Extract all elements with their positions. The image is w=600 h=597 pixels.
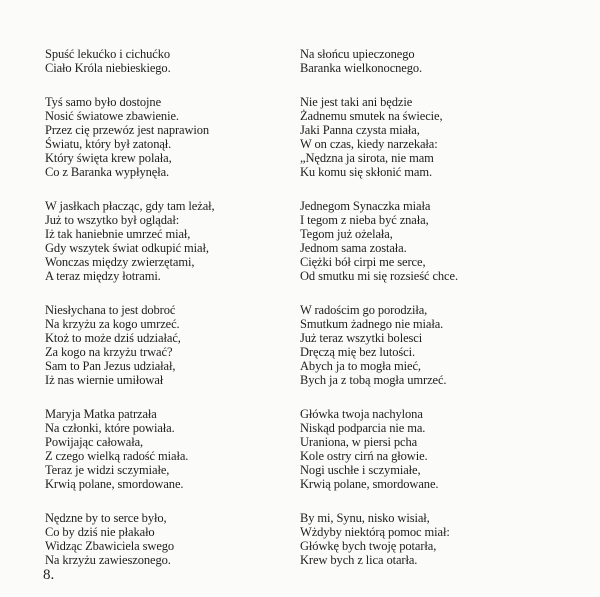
stanza (45, 512, 285, 568)
verse-line: Nosić światowe zbawienie. (45, 109, 179, 124)
verse-line: Główkę bych twoję potarła, (300, 538, 437, 553)
verse-line: Jednegom Synaczka miała (300, 199, 431, 214)
verse-line: Na krzyżu za kogo umrzeć. (45, 317, 180, 332)
verse-line: Krew bych z lica otarła. (300, 552, 418, 567)
stanza (300, 512, 540, 568)
verse-line: Krwią polane, smordowane. (300, 476, 439, 491)
verse-line: W on czas, kiedy narzekała: (300, 137, 438, 152)
verse-line: Powijając całowała, (45, 434, 144, 449)
verse-line: Iż nas wiernie umiłował (45, 372, 164, 387)
verse-line: Na członki, które powiała. (45, 421, 175, 436)
verse-line: Nogi uschłe i sczymiałe, (300, 462, 421, 477)
verse-line: Na krzyżu zawieszonego. (45, 552, 171, 567)
verse-line: Światu, który był zatonął. (45, 137, 172, 152)
verse-line: Który święta krew polała, (45, 150, 172, 165)
stanza (300, 200, 540, 283)
verse-line: Spuść lekućko i cichućko (45, 47, 170, 61)
verse-line: Jednom sama została. (300, 240, 407, 255)
stanza (300, 96, 540, 179)
stanza (45, 200, 285, 283)
verse-line: Tegom już ożelała, (300, 227, 393, 242)
verse-line: Niskąd podparcia nie ma. (300, 421, 426, 436)
verse-line: I tegom z nieba być znała, (300, 213, 429, 228)
verse-line: Teraz je widzi sczymiałe, (45, 462, 170, 477)
verse-line: Żadnemu smutek na świecie, (300, 109, 443, 124)
verse-line: Niesłychana to jest dobroć (45, 303, 176, 318)
verse-line: Na słońcu upieczonego (300, 47, 415, 61)
verse-line: „Nędzna ja sirota, nie mam (300, 150, 434, 165)
verse-line: Już teraz wszytki bolesci (300, 331, 423, 345)
stanza (300, 304, 540, 387)
verse-line: Widząc Zbawiciela swego (45, 538, 175, 553)
verse-line: By mi, Synu, nisko wisiał, (300, 511, 430, 526)
verse-line: Ktoż to może dziś udziałać, (45, 331, 181, 345)
verse-line: Wżdyby niektórą pomoc miał: (300, 524, 450, 539)
verse-line: Główka twoja nachylona (300, 407, 423, 422)
verse-line: Jaki Panna czysta miała, (300, 123, 420, 138)
verse-line: W jasłkach płacząc, gdy tam leżał, (45, 199, 215, 214)
left-column (45, 48, 285, 588)
right-column (300, 48, 540, 588)
verse-line: Już to wszytko był oglądał: (45, 213, 180, 228)
verse-line: Uraniona, w piersi pcha (300, 434, 418, 449)
verse-line: Co z Baranka wypłynęła. (45, 164, 170, 179)
stanza (300, 48, 540, 76)
verse-line: Nędzne by to serce było, (45, 511, 167, 526)
verse-line: Nie jest taki ani będzie (300, 95, 413, 110)
verse-line: Gdy wszytek świat odkupić miał, (45, 240, 209, 255)
verse-line: Iż tak haniebnie umrzeć miał, (45, 227, 191, 242)
stanza (45, 96, 285, 179)
verse-line: A teraz między łotrami. (45, 268, 161, 283)
verse-line: Wonczas między zwierzętami, (45, 254, 195, 269)
verse-line: Smutkum żadnego nie miała. (300, 317, 444, 332)
verse-line: W radościm go porodziła, (300, 303, 428, 318)
verse-line: Tyś samo było dostojne (45, 95, 162, 110)
verse-line: Dręczą mię bez lutości. (300, 344, 416, 359)
stanza (45, 48, 285, 76)
verse-line: Maryja Matka patrzała (45, 407, 157, 422)
verse-line: Ciało Króla niebieskiego. (45, 60, 171, 75)
verse-line: Sam to Pan Jezus udziałał, (45, 358, 176, 373)
page-number: 8. (43, 567, 55, 583)
verse-line: Bych ja z tobą mogła umrzeć. (300, 372, 447, 387)
verse-line: Przez cię przewóz jest naprawion (45, 123, 210, 138)
verse-line: Ciężki bół cirpi me serce, (300, 254, 426, 269)
verse-line: Krwią polane, smordowane. (45, 476, 184, 491)
stanza (45, 408, 285, 491)
verse-line: Za kogo na krzyżu trwać? (45, 344, 173, 359)
stanza (300, 408, 540, 491)
verse-line: Co by dziś nie płakało (45, 524, 155, 539)
stanza (45, 304, 285, 387)
verse-line: Baranka wielkonocnego. (300, 60, 423, 75)
verse-line: Ku komu się skłonić mam. (300, 164, 432, 179)
verse-line: Kole ostry cirń na głowie. (300, 448, 428, 463)
verse-line: Z czego wielką radość miała. (45, 448, 189, 463)
verse-line: Od smutku mi się rozsieść chce. (300, 268, 458, 283)
verse-line: Abych ja to mogła mieć, (300, 358, 421, 373)
